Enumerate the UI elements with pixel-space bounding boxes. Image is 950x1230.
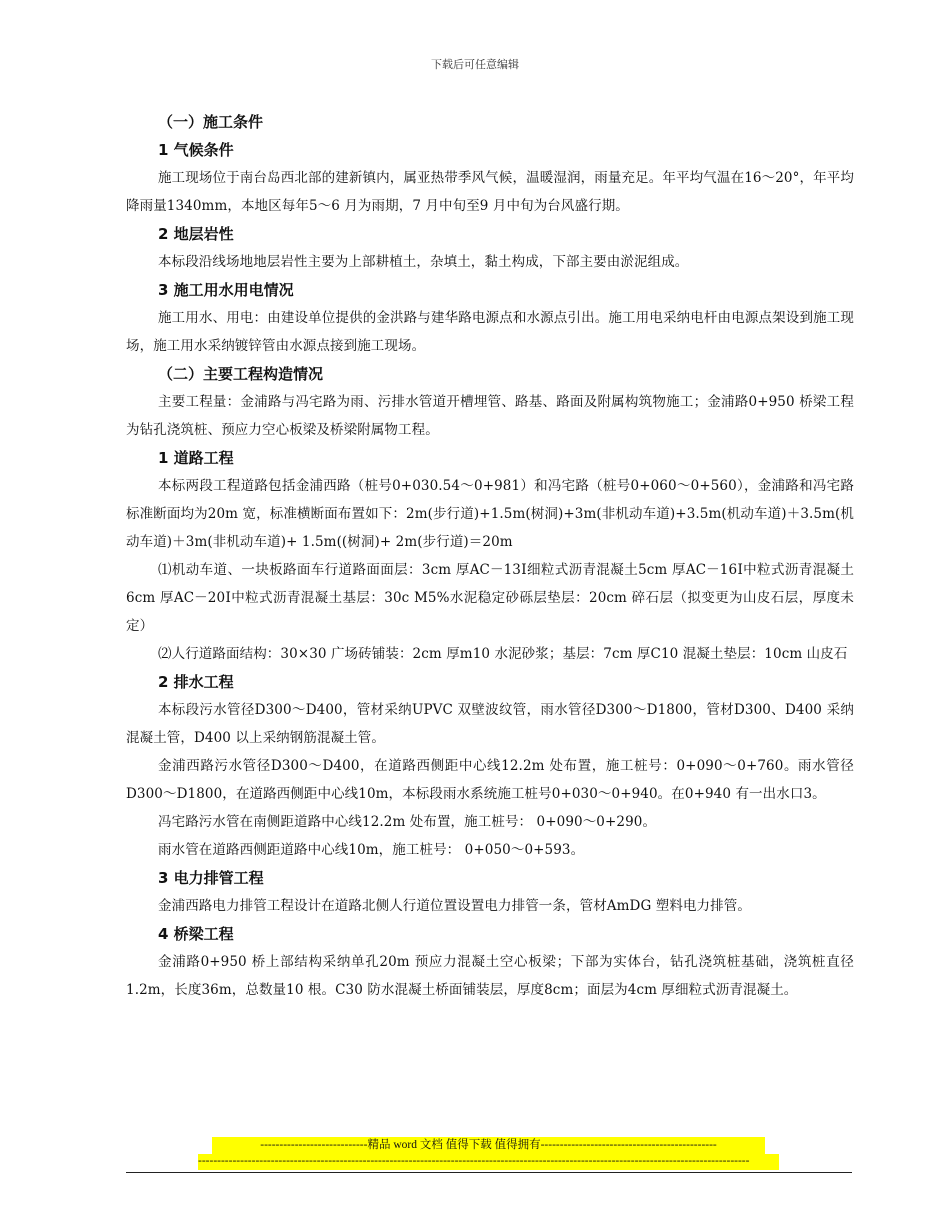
paragraph-geology: 本标段沿线场地地层岩性主要为上部耕植土，杂填土，黏土构成，下部主要由淤泥组成。 — [158, 254, 689, 270]
section-heading-construction-conditions: （一）施工条件 — [158, 113, 264, 131]
subheading-geology: 2 地层岩性 — [158, 225, 234, 243]
paragraph-drainage-pipes: 本标段污水管径D300～D400，管材采纳UPVC 双壁波纹管，雨水管径D300～D1800，管材D300、D400 采纳混凝土管，D400 以上采纳钢筋混凝土管。 — [126, 702, 854, 746]
paragraph-fengzhai-sewer: 冯宅路污水管在南侧距道路中心线12.2m 处布置，施工桩号： 0+090～0+290。 — [158, 814, 657, 830]
paragraph-storm-pipe: 雨水管在道路西侧距道路中心线10m，施工桩号： 0+050～0+593。 — [158, 842, 585, 858]
paragraph-bridge: 金浦路0+950 桥上部结构采纳单孔20m 预应力混凝土空心板梁；下部为实体台，钻孔浇筑桩基础，浇筑桩直径1.2m，长度36m，总数量10 根。C30 防水混凝土桥面铺装层，厚度8cm；面层为4cm 厚细粒式沥青混凝土。 — [126, 954, 854, 998]
paragraph-motor-lane-structure: ⑴机动车道、一块板路面车行道路面面层：3cm 厚AC－13Ⅰ细粒式沥青混凝土5cm 厚AC－16Ⅰ中粒式沥青混凝土6cm 厚AC－20Ⅰ中粒式沥青混凝土基层：30c M5%水泥稳定砂砾层垫层：20cm 碎石层（拟变更为山皮石层，厚度未定） — [126, 562, 854, 634]
paragraph-power-duct: 金浦西路电力排管工程设计在道路北侧人行道位置设置电力排管一条，管材AmDG 塑料电力排管。 — [158, 898, 751, 914]
subheading-bridge: 4 桥梁工程 — [158, 925, 234, 943]
paragraph-main-works: 主要工程量：金浦路与冯宅路为雨、污排水管道开槽埋管、路基、路面及附属构筑物施工；金浦路0+950 桥梁工程为钻孔浇筑桩、预应力空心板梁及桥梁附属物工程。 — [126, 394, 854, 438]
footer-banner-line-2: ------------------------------------------------------------------------------------------------------------------------------------------------ — [198, 1154, 779, 1170]
footer-banner-line-1: ----------------------------精品 word 文档 值得下载 值得拥有---------------------------------------------- — [212, 1137, 765, 1154]
footer-rule — [126, 1172, 852, 1173]
document-body — [126, 108, 854, 1004]
subheading-road-works: 1 道路工程 — [158, 449, 234, 467]
paragraph-road-cross-section: 本标两段工程道路包括金浦西路（桩号0+030.54～0+981）和冯宅路（桩号0+060～0+560），金浦路和冯宅路标准断面均为20m 宽，标准横断面布置如下：2m(步行道)+1.5m(树洞)+3m(非机动车道)+3.5m(机动车道)＋3.5m(机动车道)＋3m(非机动车道)+ 1.5m((树洞)+ 2m(步行道)＝20m — [126, 478, 854, 550]
subheading-power-duct: 3 电力排管工程 — [158, 869, 264, 887]
paragraph-water-power: 施工用水、用电：由建设单位提供的金洪路与建华路电源点和水源点引出。施工用电采纳电杆由电源点架设到施工现场，施工用水采纳镀锌管由水源点接到施工现场。 — [126, 310, 854, 354]
paragraph-climate: 施工现场位于南台岛西北部的建新镇内，属亚热带季风气候，温暖湿润，雨量充足。年平均气温在16～20°，年平均降雨量1340mm，本地区每年5～6 月为雨期，7 月中旬至9 月中旬为台风盛行期。 — [126, 170, 854, 214]
subheading-water-power: 3 施工用水用电情况 — [158, 281, 294, 299]
paragraph-jinpu-sewer: 金浦西路污水管径D300～D400，在道路西侧距中心线12.2m 处布置，施工桩号：0+090～0+760。雨水管径D300～D1800，在道路西侧距中心线10m，本标段雨水系统施工桩号0+030～0+940。在0+940 有一出水口3。 — [126, 758, 854, 802]
paragraph-sidewalk-structure: ⑵人行道路面结构：30×30 广场砖铺装：2cm 厚m10 水泥砂浆；基层：7cm 厚C10 混凝土垫层：10cm 山皮石 — [158, 646, 848, 662]
subheading-drainage: 2 排水工程 — [158, 673, 234, 691]
subheading-climate: 1 气候条件 — [158, 141, 234, 159]
section-heading-main-works: （二）主要工程构造情况 — [158, 365, 324, 383]
page-header: 下载后可任意编辑 — [431, 58, 519, 71]
